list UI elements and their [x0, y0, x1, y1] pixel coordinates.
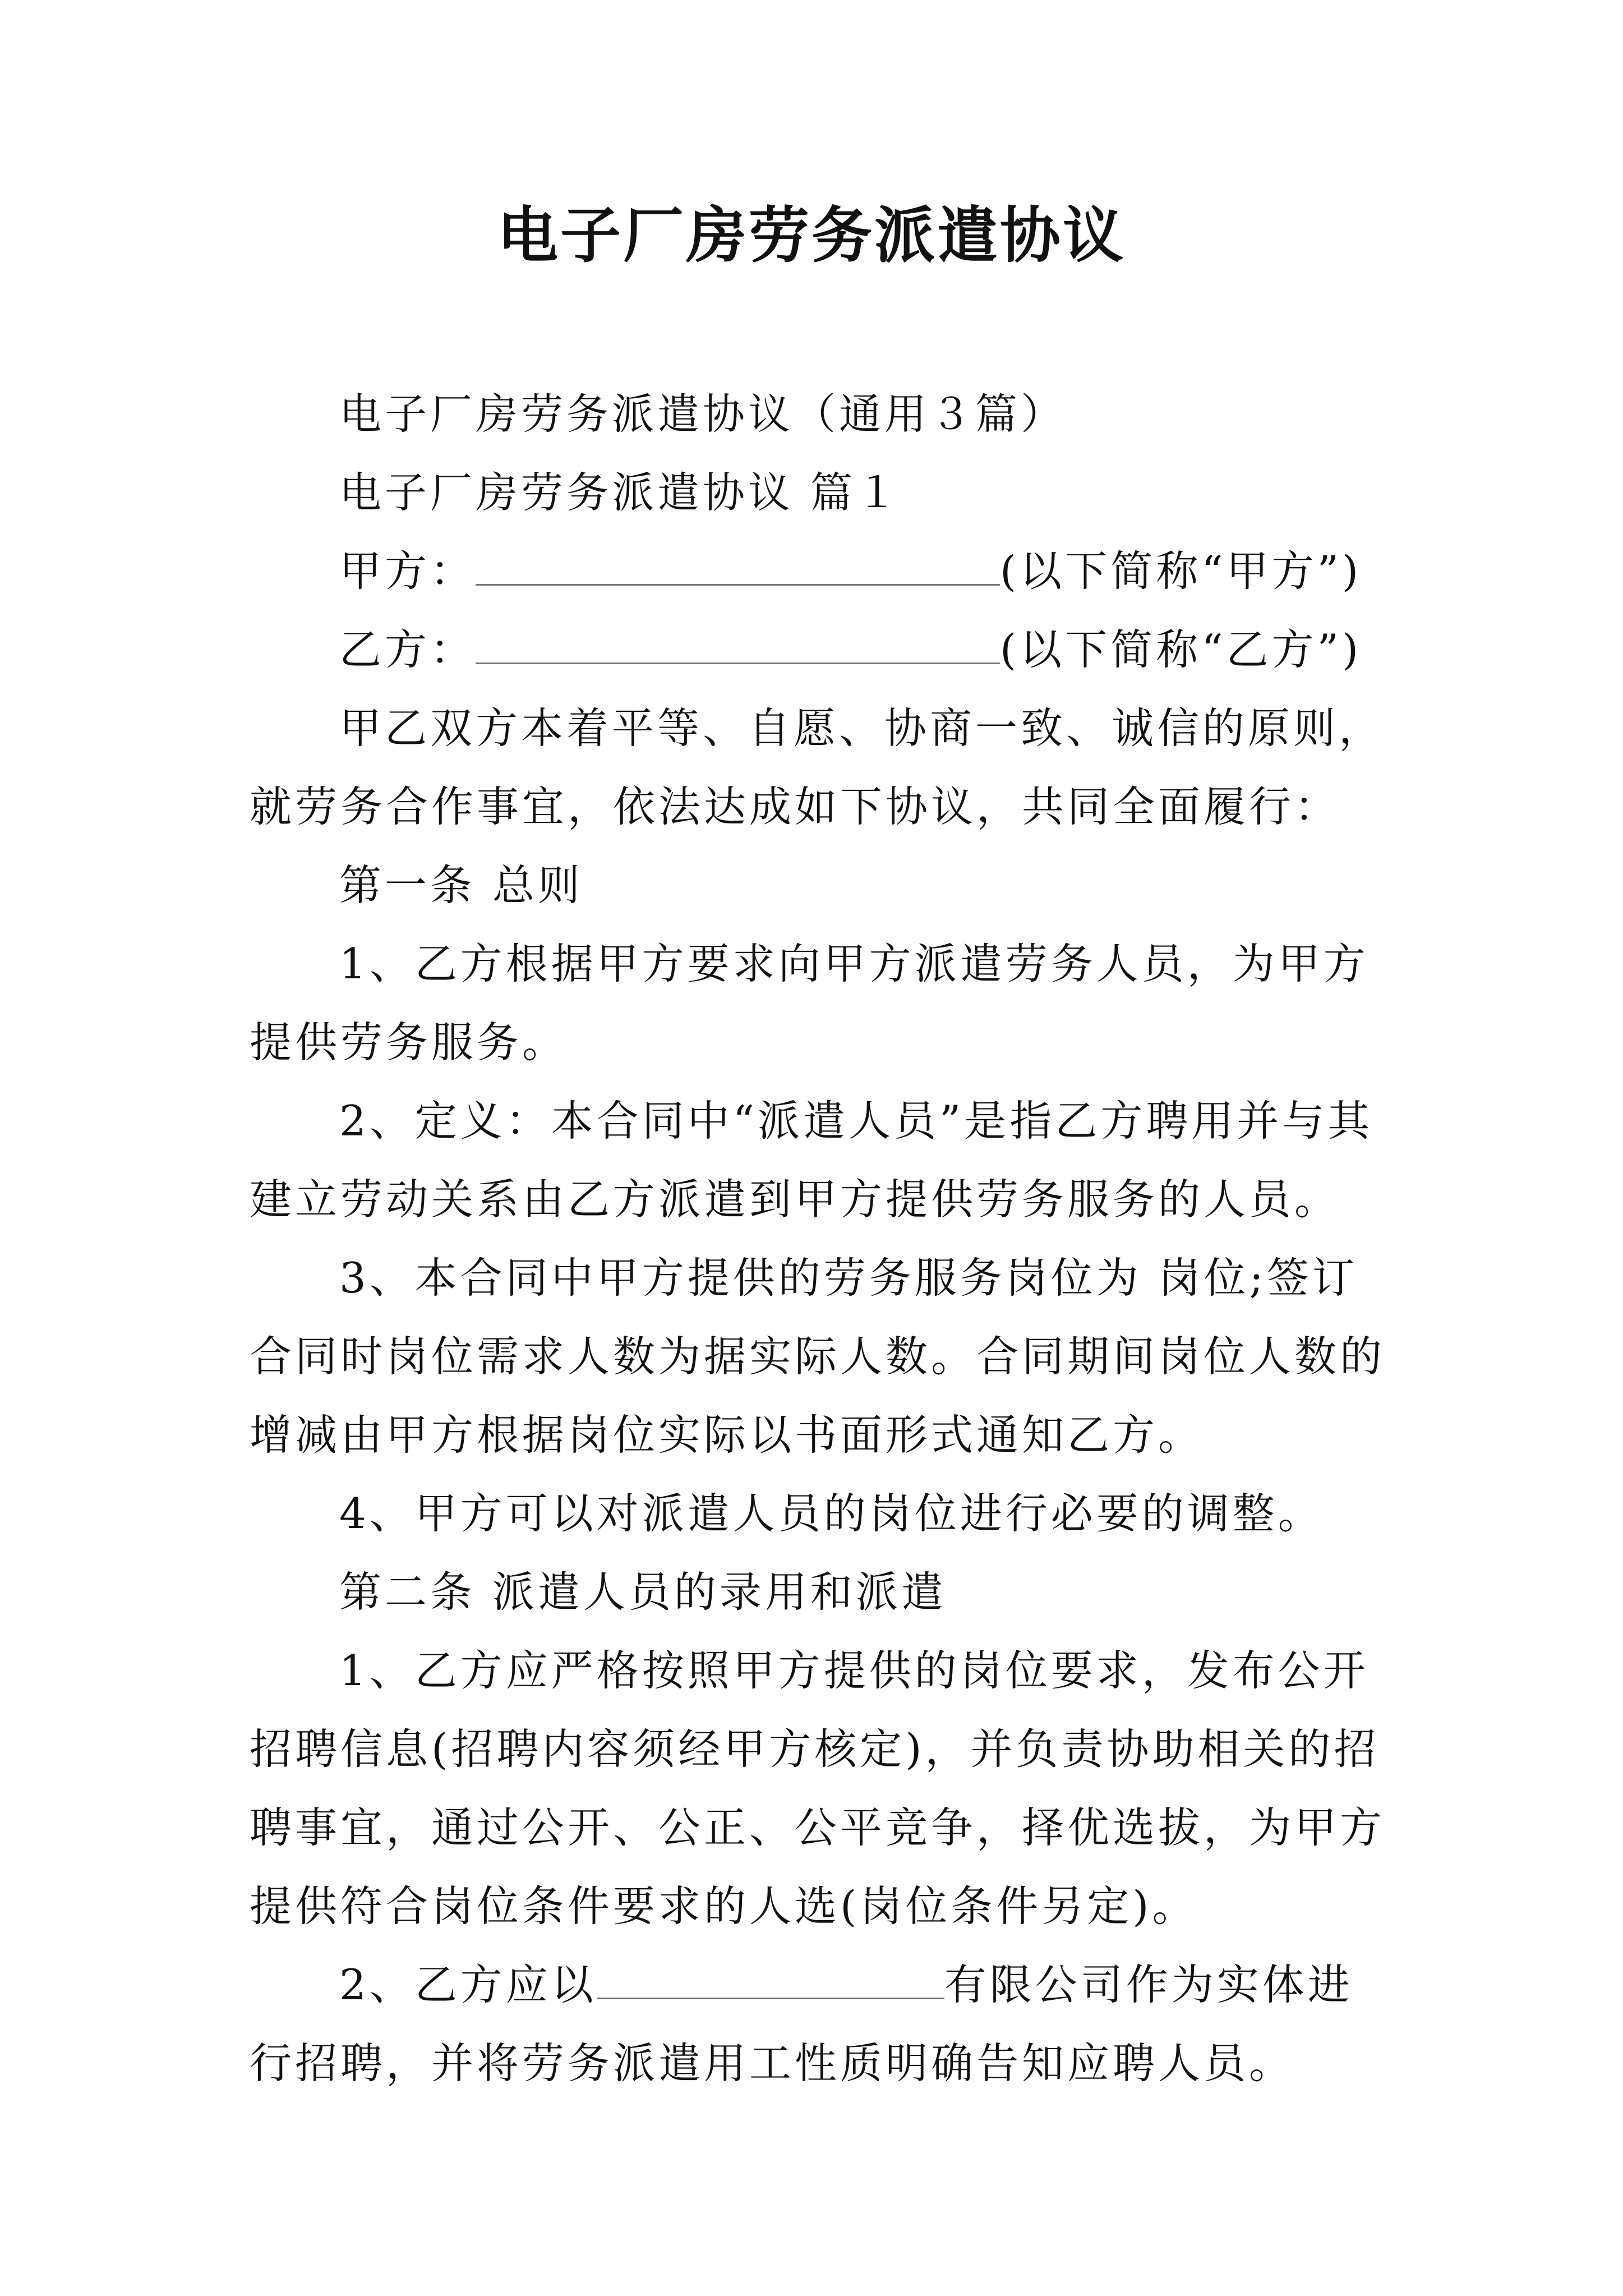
- section-heading: 电子厂房劳务派遣协议 篇１: [339, 468, 901, 517]
- document-subtitle: 电子厂房劳务派遣协议（通用３篇）: [339, 389, 1067, 439]
- article-2-item-2-suffix: 有限公司作为实体进行招聘，并将劳务派遣用工性质明确告知应聘人员。: [250, 1960, 1353, 2088]
- party-a-line: [250, 532, 1394, 610]
- party-a-suffix: (以下简称“甲方”): [1000, 546, 1362, 596]
- intro-paragraph: 甲乙双方本着平等、自愿、协商一致、诚信的原则，就劳务合作事宜，依法达成如下协议，共同全面履行：: [250, 703, 1385, 831]
- party-b-suffix: (以下简称“乙方”): [1000, 625, 1362, 674]
- party-a-blank: [476, 540, 1000, 586]
- party-b-blank: [476, 619, 1000, 664]
- article-2-item-2: [250, 1945, 1394, 2102]
- party-a-label: 甲方：: [339, 546, 476, 596]
- article-1-item-2: 2、定义：本合同中“派遣人员”是指乙方聘用并与其建立劳动关系由乙方派遣到甲方提供劳务服务的人员。: [250, 1096, 1373, 1224]
- article-1-heading: 第一条 总则: [339, 861, 583, 910]
- article-2-heading: 第二条 派遣人员的录用和派遣: [339, 1567, 947, 1617]
- document-body: [250, 375, 1394, 2102]
- article-1-item-3: 3、本合同中甲方提供的劳务服务岗位为 岗位;签订合同时岗位需求人数为据实际人数。合同期间岗位人数的增减由甲方根据岗位实际以书面形式通知乙方。: [250, 1253, 1386, 1460]
- article-1-item-1: 1、乙方根据甲方要求向甲方派遣劳务人员，为甲方提供劳务服务。: [250, 939, 1369, 1067]
- article-2-item-2-prefix: 2、乙方应以: [339, 1960, 597, 2009]
- company-name-blank: [597, 1954, 944, 1999]
- party-b-line: [250, 610, 1394, 689]
- article-2-item-1: 1、乙方应严格按照甲方提供的岗位要求，发布公开招聘信息(招聘内容须经甲方核定)，并负责协助相关的招聘事宜，通过公开、公正、公平竞争，择优选拔，为甲方提供符合岗位条件要求的人选(岗位条件另定)。: [250, 1646, 1386, 1931]
- article-1-item-4: 4、甲方可以对派遣人员的岗位进行必要的调整。: [339, 1489, 1324, 1538]
- document-title: 电子厂房劳务派遣协议: [497, 200, 1126, 271]
- party-b-label: 乙方：: [339, 625, 476, 674]
